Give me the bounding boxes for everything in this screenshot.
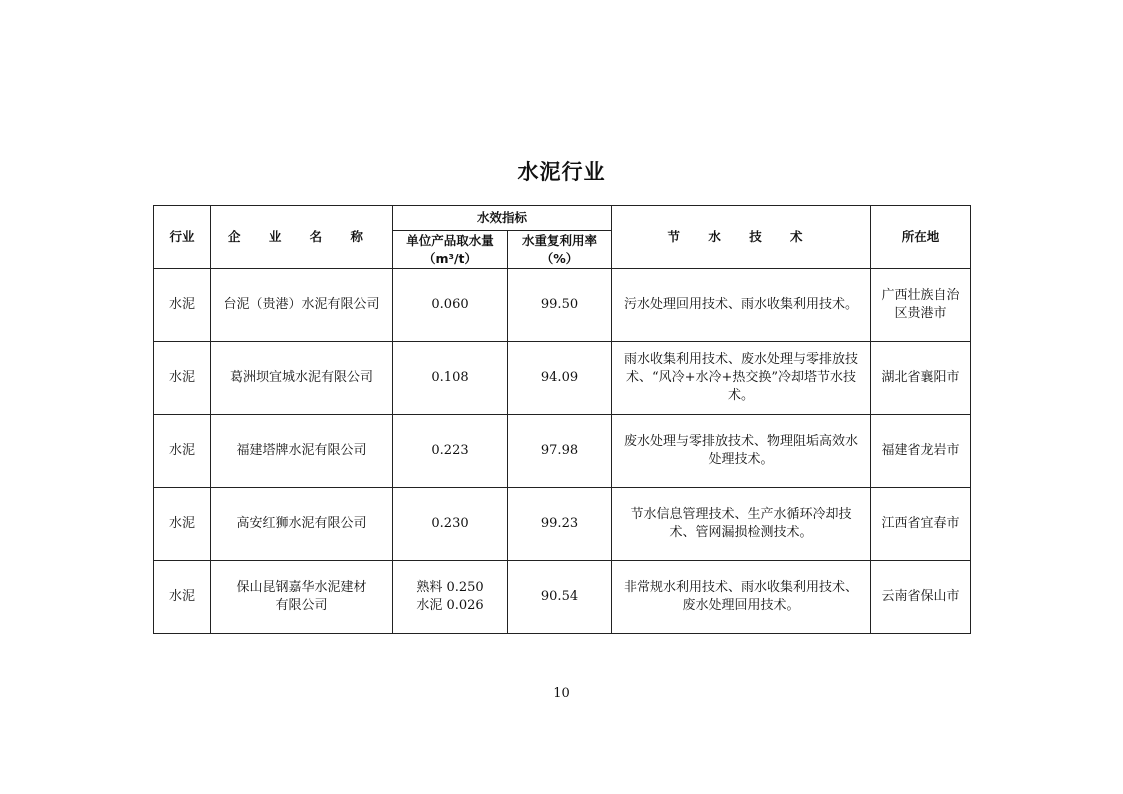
table-row <box>154 269 971 342</box>
cell-company-line: 有限公司 <box>275 598 328 613</box>
cell-reuse: 90.54 <box>508 561 612 634</box>
cell-location-line: 区贵港市 <box>894 306 947 321</box>
cell-location-line: 福建省龙岩市 <box>881 443 960 458</box>
header-technology: 节 水 技 术 <box>612 206 871 269</box>
cell-reuse: 94.09 <box>508 342 612 415</box>
cell-technology-line: 雨水收集利用技术、废水处理与零排放技 <box>624 352 859 367</box>
cell-intake <box>393 488 508 561</box>
cell-technology-line: 废水处理回用技术。 <box>682 598 800 613</box>
cell-technology <box>612 488 871 561</box>
cell-technology <box>612 269 871 342</box>
cell-technology-line: 污水处理回用技术、雨水收集利用技术。 <box>624 297 859 312</box>
header-water-index: 水效指标 <box>393 206 612 231</box>
cell-company <box>211 488 393 561</box>
cell-technology-line: 术。 <box>728 388 755 403</box>
header-industry: 行业 <box>154 206 211 269</box>
cell-industry: 水泥 <box>154 488 211 561</box>
table-row <box>154 488 971 561</box>
cell-intake <box>393 269 508 342</box>
cell-location <box>871 342 971 415</box>
cell-intake <box>393 342 508 415</box>
cell-reuse: 99.50 <box>508 269 612 342</box>
header-intake-unit: （m³/t） <box>422 250 478 266</box>
cell-intake-line: 熟料 0.250 <box>416 580 484 595</box>
header-intake-label: 单位产品取水量 <box>406 232 494 248</box>
cell-intake-line: 水泥 0.026 <box>416 598 484 613</box>
cell-company <box>211 415 393 488</box>
cell-intake <box>393 561 508 634</box>
table-header-row <box>154 206 971 231</box>
cell-location-line: 江西省宜春市 <box>881 516 960 531</box>
cell-industry: 水泥 <box>154 269 211 342</box>
header-location: 所在地 <box>871 206 971 269</box>
cell-company-line: 台泥（贵港）水泥有限公司 <box>223 297 380 312</box>
table-row <box>154 415 971 488</box>
cell-location <box>871 269 971 342</box>
page-title: 水泥行业 <box>517 160 606 184</box>
cell-location <box>871 488 971 561</box>
cell-company-line: 福建塔牌水泥有限公司 <box>236 443 367 458</box>
cell-location-line: 广西壮族自治 <box>881 288 960 303</box>
cell-intake-line: 0.223 <box>431 443 469 458</box>
table-row <box>154 342 971 415</box>
cell-technology-line: 术、管网漏损检测技术。 <box>669 525 813 540</box>
cell-location-line: 湖北省襄阳市 <box>881 370 960 385</box>
cell-reuse: 97.98 <box>508 415 612 488</box>
cell-technology-line: 节水信息管理技术、生产水循环冷却技 <box>630 507 852 522</box>
cell-reuse: 99.23 <box>508 488 612 561</box>
cell-technology <box>612 415 871 488</box>
cell-company <box>211 561 393 634</box>
header-reuse <box>508 231 612 269</box>
table-row <box>154 561 971 634</box>
cell-intake-line: 0.230 <box>431 516 469 531</box>
cell-location <box>871 561 971 634</box>
cell-location-line: 云南省保山市 <box>881 589 960 604</box>
cell-technology <box>612 342 871 415</box>
header-reuse-unit: （%） <box>540 250 579 266</box>
cell-technology-line: 废水处理与零排放技术、物理阻垢高效水 <box>624 434 859 449</box>
cell-technology-line: 处理技术。 <box>708 452 774 467</box>
cell-industry: 水泥 <box>154 415 211 488</box>
cell-technology-line: 非常规水利用技术、雨水收集利用技术、 <box>624 580 859 595</box>
page-number: 10 <box>553 686 570 701</box>
cell-company-line: 高安红狮水泥有限公司 <box>236 516 367 531</box>
water-efficiency-table <box>153 205 971 634</box>
cell-intake-line: 0.108 <box>431 370 469 385</box>
cell-company-line: 葛洲坝宜城水泥有限公司 <box>229 370 373 385</box>
cell-industry: 水泥 <box>154 561 211 634</box>
header-reuse-label: 水重复利用率 <box>522 232 598 248</box>
cell-company-line: 保山昆钢嘉华水泥建材 <box>236 580 367 595</box>
cell-intake <box>393 415 508 488</box>
header-intake <box>393 231 508 269</box>
cell-technology <box>612 561 871 634</box>
header-company: 企 业 名 称 <box>211 206 393 269</box>
cell-company <box>211 269 393 342</box>
cell-intake-line: 0.060 <box>431 297 469 312</box>
cell-industry: 水泥 <box>154 342 211 415</box>
cell-location <box>871 415 971 488</box>
cell-company <box>211 342 393 415</box>
cell-technology-line: 术、“风冷+水冷+热交换”冷却塔节水技 <box>625 370 857 385</box>
